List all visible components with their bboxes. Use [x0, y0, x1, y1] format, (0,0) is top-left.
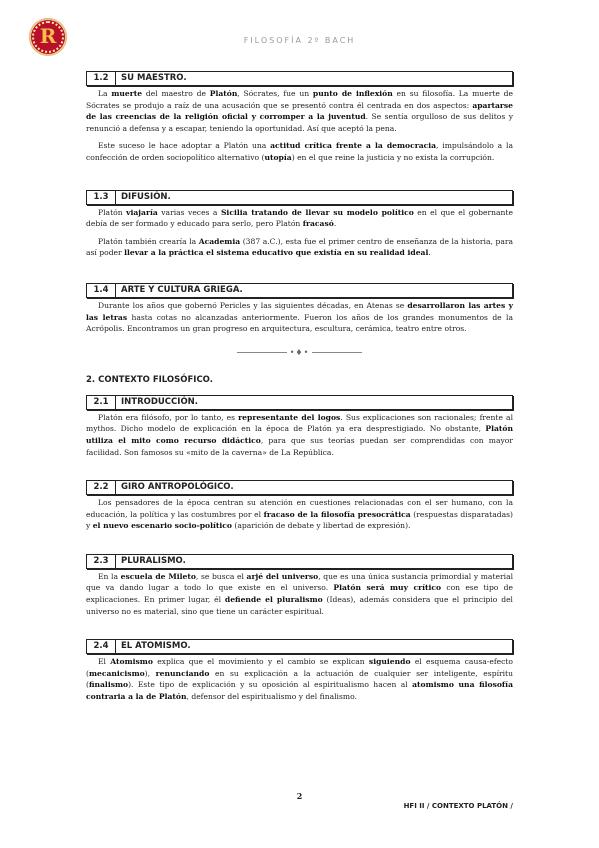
bold-text: fracaso de la filosofía presocrática — [263, 509, 411, 519]
section-number: 2.1 — [87, 396, 116, 409]
footer-label: HFI II / CONTEXTO PLATÓN / — [403, 802, 513, 810]
text-run: en su filosofía. La muerte de Sócrates se produjo a raíz de una acusación que se presentó contra él centrada en dos aspectos: — [86, 89, 514, 110]
text-run: en su explicación a la actuación de cualquier ser inteligente, espíritu ( — [86, 668, 513, 690]
paragraph — [86, 140, 513, 163]
text-run: , defensor del espiritualismo y del finalismo. — [186, 692, 357, 702]
text-run: Platón — [98, 207, 127, 217]
section-number: 1.2 — [87, 72, 116, 85]
section-title: PLURALISMO. — [121, 555, 186, 566]
bold-text: Platón será muy crítico — [333, 583, 442, 593]
text-run: , se busca el — [195, 571, 247, 581]
section-title: GIRO ANTROPOLÓGICO. — [121, 482, 234, 493]
text-run: Platón era filósofo, por lo tanto, es — [98, 412, 239, 422]
text-run: Este suceso le hace adoptar a Platón una — [98, 141, 271, 151]
section-number: 1.4 — [87, 284, 116, 297]
paragraph — [86, 412, 513, 458]
bold-text: viajaría — [126, 207, 158, 217]
text-run: (respuestas disparatadas) y — [86, 509, 513, 531]
text-run: del maestro de — [142, 89, 210, 98]
section-number: 1.3 — [87, 191, 116, 204]
paragraph — [86, 497, 513, 532]
paragraph — [86, 88, 513, 134]
bold-text: Platón utiliza el mito como recurso didáctico — [86, 424, 513, 445]
section-title: DIFUSIÓN. — [121, 191, 171, 202]
bold-text: representante del logos — [238, 412, 341, 422]
paragraph — [86, 236, 513, 259]
bold-text: actitud crítica frente a la democracia — [270, 141, 437, 151]
text-run: varias veces a — [157, 207, 221, 217]
section-number: 2.2 — [87, 481, 116, 494]
text-run: (Ideas), además considera que el principio del universo no es material, sino que tiene un carácter espiritual. — [86, 595, 513, 616]
text-run: . Sus explicaciones son racionales; frente al mythos. Dicho modelo de explicación en la época de Platón ya era desprestigiado. No obstante, — [86, 412, 514, 434]
page-number: 2 — [296, 791, 303, 801]
bold-text: Platón — [209, 89, 238, 98]
text-run: ). Este tipo de explicación y su oposición al espiritualismo hacen al — [128, 680, 413, 690]
bold-text: mecanicismo — [88, 668, 145, 678]
bold-text: punto de inflexión — [312, 89, 393, 98]
text-run: el esquema causa-efecto ( — [86, 657, 514, 678]
header-title: FILOSOFÍA 2º BACH — [243, 36, 356, 45]
logo-letter: R — [39, 24, 57, 48]
chapter-title: 2. CONTEXTO FILOSÓFICO. — [86, 374, 213, 385]
bold-text: el nuevo escenario socio-político — [92, 521, 232, 531]
text-run: explica que el movimiento y el cambio se explican — [152, 657, 369, 667]
bold-text: defiende el pluralismo — [224, 595, 323, 605]
text-run: La — [98, 89, 112, 98]
bold-text: utopía — [264, 152, 292, 162]
section-header-1-2 — [86, 71, 513, 86]
paragraph — [86, 656, 513, 702]
text-run: , Sócrates, fue un — [237, 89, 313, 98]
ornamental-divider: •♦• — [86, 345, 513, 361]
text-run: (aparición de debate y libertad de expresión). — [231, 521, 411, 531]
text-run: hasta cotas no alcanzadas anteriormente. Fueron los años de los grandes monumentos de la Acrópolis. Encontramos un gran progreso en arquitectura, escultura, cerámica, teatro entre otros. — [86, 312, 513, 334]
text-run: El — [98, 657, 111, 667]
bold-text: atomismo una filosofía contraria a la de Platón — [86, 680, 513, 702]
section-header-2-3 — [86, 554, 513, 569]
bold-text: siguiendo — [368, 657, 411, 667]
text-run: , que es una única sustancia primordial y material que va dando lugar a todo lo que existe en el universo. — [86, 571, 514, 593]
text-run: , para que sus teorías puedan ser comprendidas con mayor facilidad. Son famosos su «mito de la caverna» de La República. — [86, 435, 513, 457]
text-run: . — [333, 219, 337, 229]
section-header-1-3 — [86, 190, 513, 205]
bold-text: Atomismo — [110, 657, 153, 667]
section-header-2-4 — [86, 639, 513, 654]
text-run: (387 a.C.), esta fue el primer centro de enseñanza de la historia, para así poder — [86, 236, 513, 258]
section-title: EL ATOMISMO. — [121, 641, 191, 652]
text-run: . — [428, 248, 431, 258]
section-header-1-4 — [86, 283, 513, 298]
bold-text: apartarse de las creencias de la religión oficial y corromper a la juventud — [86, 100, 513, 122]
section-title: SU MAESTRO. — [121, 73, 187, 83]
bold-text: finalismo — [88, 680, 129, 690]
bold-text: arjé del universo — [246, 571, 319, 581]
section-title: ARTE Y CULTURA GRIEGA. — [121, 284, 243, 295]
text-run: . Se sentía orgulloso de sus delitos y renunció a defensa y a escapar, teniendo la oportunidad. Así que aceptó la pena. — [86, 112, 513, 133]
bold-text: escuela de Mileto — [120, 571, 196, 581]
text-run: ) en el que reine la justicia y no exista la corrupción. — [291, 152, 495, 162]
text-run: en el que el gobernante debía de ser formado y educado para serlo, pero Platón — [86, 207, 513, 229]
document-body — [86, 71, 513, 709]
text-run: ), — [144, 668, 156, 678]
section-number: 2.4 — [87, 640, 116, 653]
section-header-2-2 — [86, 480, 513, 495]
bold-text: Sicilia tratando de llevar su modelo político — [220, 207, 414, 217]
bold-text: desarrollaron las artes y las letras — [86, 300, 513, 322]
bold-text: llevar a la práctica el sistema educativo que existía en su realidad ideal — [124, 248, 429, 258]
text-run: Platón también crearía la — [98, 236, 199, 246]
bold-text: Academia — [198, 236, 241, 246]
text-run: Los pensadores de la época centran su atención en cuestiones relacionadas con el ser humano, con la educación, la política y las costumbres por el — [86, 498, 513, 519]
text-run: En la — [98, 571, 121, 581]
section-number: 2.3 — [87, 555, 116, 568]
text-run: con ese tipo de explicaciones. En primer lugar, él — [86, 583, 513, 605]
bold-text: muerte — [111, 89, 143, 98]
text-run: Durante los años que gobernó Pericles y las siguientes décadas, en Atenas se — [98, 300, 408, 310]
paragraph — [86, 300, 513, 335]
section-header-2-1 — [86, 395, 513, 410]
bold-text: renunciando — [155, 668, 210, 678]
bold-text: fracasó — [302, 219, 334, 229]
paragraph — [86, 571, 513, 617]
paragraph — [86, 207, 513, 230]
section-title: INTRODUCCIÓN. — [121, 396, 199, 407]
text-run: , impulsándolo a la confección de orden sociopolítico alternativo ( — [86, 141, 513, 162]
